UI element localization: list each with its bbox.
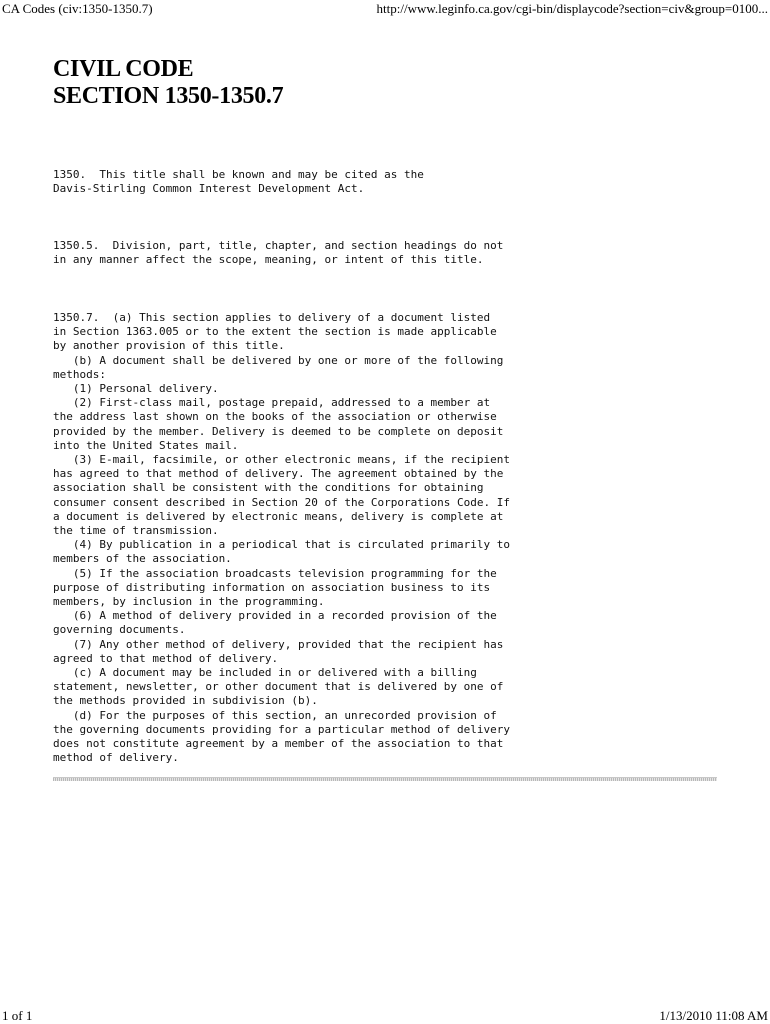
print-footer-timestamp: 1/13/2010 11:08 AM — [659, 1008, 768, 1023]
print-footer-page-count: 1 of 1 — [2, 1008, 33, 1023]
title-line-section: SECTION 1350-1350.7 — [53, 83, 284, 109]
print-header-title: CA Codes (civ:1350-1350.7) — [2, 1, 153, 16]
section-1350-text: 1350. This title shall be known and may be cited as the Davis-Stirling Common Interest Development Act. — [53, 168, 424, 196]
page-title — [53, 56, 283, 110]
title-line-code: CIVIL CODE — [53, 56, 194, 82]
section-1350-7-text: 1350.7. (a) This section applies to delivery of a document listed in Section 1363.005 or to the extent the section is made applicable by another provision of this title. (b) A document shall be delivered by one or more of the following methods: (1) Personal delivery. (2) First-class mail, postage prepaid, addressed to a member at the address last shown on the books of the association or otherwise provided by the member. Delivery is deemed to be complete on deposit into the United States mail. (3) E-mail, facsimile, or other electronic means, if the recipient has agreed to that method of delivery. The agreement obtained by the association shall be consistent with the conditions for obtaining consumer consent described in Section 20 of the Corporations Code. If a document is delivered by electronic means, delivery is complete at the time of transmission. (4) By publication in a periodical that is circulated primarily to members of the association. (5) If the association broadcasts television programming for the purpose of distributing information on association business to its members, by inclusion in the programming. (6) A method of delivery provided in a recorded provision of the governing documents. (7) Any other method of delivery, provided that the recipient has agreed to that method of delivery. (c) A document may be included in or delivered with a billing statement, newsletter, or other document that is delivered by one of the methods provided in subdivision (b). (d) For the purposes of this section, an unrecorded provision of the governing documents providing for a particular method of delivery does not constitute agreement by a member of the association to that method of delivery. — [53, 311, 510, 765]
horizontal-divider — [53, 777, 717, 781]
print-header-url: http://www.leginfo.ca.gov/cgi-bin/displaycode?section=civ&group=0100... — [376, 1, 768, 16]
section-1350-5-text: 1350.5. Division, part, title, chapter, and section headings do not in any manner affect the scope, meaning, or intent of this title. — [53, 239, 504, 267]
